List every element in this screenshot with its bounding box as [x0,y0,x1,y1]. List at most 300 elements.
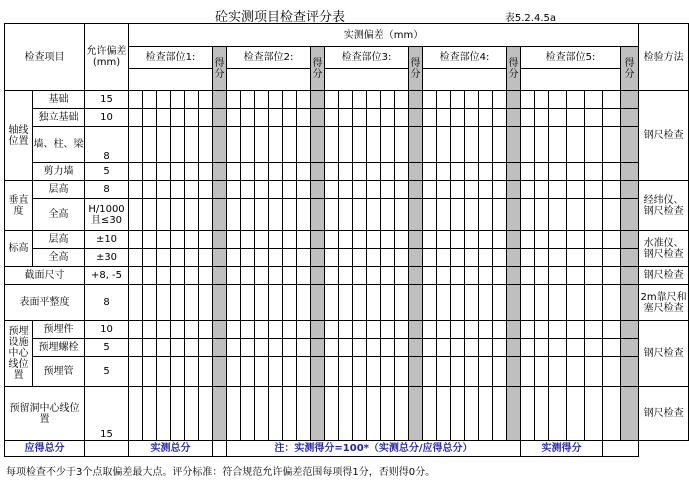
measure-cell[interactable] [437,387,451,441]
measure-cell[interactable] [395,321,409,339]
measure-cell[interactable] [227,163,241,181]
measure-cell[interactable] [423,127,437,163]
measure-cell[interactable] [521,249,535,267]
measure-cell[interactable] [199,387,213,441]
measure-cell[interactable] [465,387,479,441]
measure-cell[interactable] [199,181,213,199]
measure-cell[interactable] [451,181,465,199]
measure-cell[interactable] [297,127,311,163]
measure-cell[interactable] [451,249,465,267]
measure-cell[interactable] [451,199,465,231]
score-cell[interactable] [409,357,423,387]
measure-cell[interactable] [549,127,567,163]
measure-cell[interactable] [227,181,241,199]
measure-cell[interactable] [171,321,185,339]
measure-cell[interactable] [521,285,535,321]
measure-cell[interactable] [143,199,157,231]
measured-total-value[interactable] [213,441,227,457]
measure-cell[interactable] [367,181,381,199]
measure-cell[interactable] [521,339,535,357]
score-cell[interactable] [621,91,639,109]
measure-cell[interactable] [493,357,507,387]
score-cell[interactable] [507,249,521,267]
measure-cell[interactable] [185,357,199,387]
measure-cell[interactable] [269,267,283,285]
score-cell[interactable] [507,199,521,231]
measure-cell[interactable] [521,231,535,249]
measure-cell[interactable] [185,231,199,249]
measure-cell[interactable] [437,231,451,249]
score-cell[interactable] [409,127,423,163]
measure-cell[interactable] [423,267,437,285]
measure-cell[interactable] [367,285,381,321]
measure-cell[interactable] [493,127,507,163]
measure-cell[interactable] [171,285,185,321]
score-cell[interactable] [507,91,521,109]
measure-cell[interactable] [283,249,297,267]
measure-cell[interactable] [157,249,171,267]
score-cell[interactable] [409,109,423,127]
measure-cell[interactable] [185,267,199,285]
measure-cell[interactable] [241,181,255,199]
measure-cell[interactable] [567,91,585,109]
measure-cell[interactable] [381,321,395,339]
measure-cell[interactable] [353,285,367,321]
score-cell[interactable] [409,231,423,249]
measure-cell[interactable] [603,321,621,339]
measure-cell[interactable] [199,163,213,181]
measure-cell[interactable] [171,249,185,267]
score-cell[interactable] [409,267,423,285]
score-cell[interactable] [621,249,639,267]
measure-cell[interactable] [521,91,535,109]
measure-cell[interactable] [535,339,549,357]
measure-cell[interactable] [185,339,199,357]
measure-cell[interactable] [585,127,603,163]
score-cell[interactable] [311,199,325,231]
score-cell[interactable] [213,199,227,231]
measure-cell[interactable] [143,357,157,387]
measure-cell[interactable] [171,199,185,231]
score-cell[interactable] [409,387,423,441]
measure-cell[interactable] [603,267,621,285]
score-cell[interactable] [507,339,521,357]
measure-cell[interactable] [451,321,465,339]
score-cell[interactable] [213,109,227,127]
score-cell[interactable] [213,267,227,285]
score-cell[interactable] [507,127,521,163]
score-cell[interactable] [621,339,639,357]
measure-cell[interactable] [423,387,437,441]
measure-cell[interactable] [395,387,409,441]
measure-cell[interactable] [185,163,199,181]
measure-cell[interactable] [227,127,241,163]
measure-cell[interactable] [129,109,143,127]
measure-cell[interactable] [199,285,213,321]
measure-cell[interactable] [157,387,171,441]
measure-cell[interactable] [171,357,185,387]
measure-cell[interactable] [269,387,283,441]
measure-cell[interactable] [465,339,479,357]
measure-cell[interactable] [255,199,269,231]
measure-cell[interactable] [325,231,339,249]
measure-cell[interactable] [603,199,621,231]
measure-cell[interactable] [479,199,493,231]
measure-cell[interactable] [493,285,507,321]
score-cell[interactable] [621,357,639,387]
measure-cell[interactable] [339,127,353,163]
measure-cell[interactable] [283,163,297,181]
measure-cell[interactable] [437,249,451,267]
measure-cell[interactable] [395,267,409,285]
measure-cell[interactable] [367,127,381,163]
measure-cell[interactable] [171,181,185,199]
score-cell[interactable] [311,285,325,321]
measure-cell[interactable] [283,181,297,199]
measure-cell[interactable] [269,181,283,199]
measure-cell[interactable] [567,387,585,441]
score-cell[interactable] [621,127,639,163]
measure-cell[interactable] [157,231,171,249]
measure-cell[interactable] [283,267,297,285]
measure-cell[interactable] [199,109,213,127]
measure-cell[interactable] [367,231,381,249]
measure-cell[interactable] [255,181,269,199]
measure-cell[interactable] [585,109,603,127]
measure-cell[interactable] [255,231,269,249]
measure-cell[interactable] [241,321,255,339]
measure-cell[interactable] [297,163,311,181]
measure-cell[interactable] [143,285,157,321]
measure-cell[interactable] [367,249,381,267]
measure-cell[interactable] [521,321,535,339]
measure-cell[interactable] [493,231,507,249]
measure-cell[interactable] [185,387,199,441]
score-cell[interactable] [507,109,521,127]
score-cell[interactable] [311,231,325,249]
score-cell[interactable] [621,321,639,339]
measure-cell[interactable] [367,321,381,339]
measure-cell[interactable] [339,91,353,109]
measure-cell[interactable] [395,249,409,267]
measure-cell[interactable] [535,231,549,249]
measure-cell[interactable] [325,127,339,163]
score-cell[interactable] [621,387,639,441]
measure-cell[interactable] [395,199,409,231]
measure-cell[interactable] [241,339,255,357]
measure-cell[interactable] [437,109,451,127]
score-cell[interactable] [311,163,325,181]
measure-cell[interactable] [437,285,451,321]
measure-cell[interactable] [269,249,283,267]
score-cell[interactable] [213,181,227,199]
measure-cell[interactable] [283,321,297,339]
measure-cell[interactable] [423,249,437,267]
score-cell[interactable] [409,339,423,357]
measure-cell[interactable] [241,357,255,387]
score-cell[interactable] [311,357,325,387]
measure-cell[interactable] [585,231,603,249]
measure-cell[interactable] [129,199,143,231]
measure-cell[interactable] [395,339,409,357]
measure-cell[interactable] [535,321,549,339]
measure-cell[interactable] [227,91,241,109]
score-cell[interactable] [213,387,227,441]
measure-cell[interactable] [381,357,395,387]
measure-cell[interactable] [535,181,549,199]
measure-cell[interactable] [479,231,493,249]
measure-cell[interactable] [171,339,185,357]
measure-cell[interactable] [549,163,567,181]
measure-cell[interactable] [129,285,143,321]
score-cell[interactable] [621,199,639,231]
measure-cell[interactable] [325,181,339,199]
measure-cell[interactable] [549,339,567,357]
measure-cell[interactable] [479,357,493,387]
measure-cell[interactable] [269,91,283,109]
score-cell[interactable] [213,339,227,357]
measure-cell[interactable] [493,249,507,267]
measure-cell[interactable] [143,181,157,199]
measure-cell[interactable] [493,91,507,109]
measure-cell[interactable] [567,339,585,357]
measure-cell[interactable] [493,199,507,231]
measure-cell[interactable] [339,321,353,339]
measure-cell[interactable] [171,127,185,163]
measure-cell[interactable] [241,267,255,285]
measure-cell[interactable] [535,249,549,267]
measure-cell[interactable] [129,339,143,357]
measure-cell[interactable] [353,163,367,181]
measure-cell[interactable] [451,357,465,387]
measure-cell[interactable] [227,267,241,285]
measure-cell[interactable] [603,127,621,163]
measure-cell[interactable] [395,163,409,181]
score-cell[interactable] [213,249,227,267]
measure-cell[interactable] [227,249,241,267]
measure-cell[interactable] [367,109,381,127]
measure-cell[interactable] [367,339,381,357]
measure-cell[interactable] [297,231,311,249]
measure-cell[interactable] [423,357,437,387]
measure-cell[interactable] [479,127,493,163]
measure-cell[interactable] [585,267,603,285]
measure-cell[interactable] [603,339,621,357]
measure-cell[interactable] [255,249,269,267]
measure-cell[interactable] [567,181,585,199]
measure-cell[interactable] [567,109,585,127]
measure-cell[interactable] [423,91,437,109]
measure-cell[interactable] [585,285,603,321]
measure-cell[interactable] [227,339,241,357]
measure-cell[interactable] [185,249,199,267]
measure-cell[interactable] [325,285,339,321]
measure-cell[interactable] [157,163,171,181]
measure-cell[interactable] [493,109,507,127]
measure-cell[interactable] [255,387,269,441]
score-cell[interactable] [311,387,325,441]
measure-cell[interactable] [381,91,395,109]
measure-cell[interactable] [465,267,479,285]
measure-cell[interactable] [479,163,493,181]
measure-cell[interactable] [171,231,185,249]
measure-cell[interactable] [585,357,603,387]
measure-cell[interactable] [339,109,353,127]
measure-cell[interactable] [465,163,479,181]
measure-cell[interactable] [381,181,395,199]
measure-cell[interactable] [451,127,465,163]
measure-cell[interactable] [227,109,241,127]
measure-cell[interactable] [283,339,297,357]
measure-cell[interactable] [241,249,255,267]
measure-cell[interactable] [567,199,585,231]
measure-cell[interactable] [465,127,479,163]
measure-cell[interactable] [423,321,437,339]
measure-cell[interactable] [479,285,493,321]
score-cell[interactable] [311,181,325,199]
measure-cell[interactable] [603,181,621,199]
measure-cell[interactable] [451,285,465,321]
measure-cell[interactable] [535,357,549,387]
measure-cell[interactable] [241,91,255,109]
measure-cell[interactable] [185,285,199,321]
measure-cell[interactable] [437,321,451,339]
measure-cell[interactable] [255,339,269,357]
measure-cell[interactable] [567,285,585,321]
measure-cell[interactable] [325,357,339,387]
measure-cell[interactable] [199,249,213,267]
measure-cell[interactable] [423,181,437,199]
measure-cell[interactable] [297,387,311,441]
measure-cell[interactable] [465,109,479,127]
measure-cell[interactable] [241,127,255,163]
measure-cell[interactable] [381,199,395,231]
measure-cell[interactable] [521,109,535,127]
measure-cell[interactable] [585,387,603,441]
measure-cell[interactable] [227,387,241,441]
score-cell[interactable] [409,249,423,267]
measure-cell[interactable] [549,231,567,249]
score-cell[interactable] [311,249,325,267]
measure-cell[interactable] [465,285,479,321]
measure-cell[interactable] [297,181,311,199]
score-cell[interactable] [409,321,423,339]
measure-cell[interactable] [381,231,395,249]
measure-cell[interactable] [381,249,395,267]
measure-cell[interactable] [269,199,283,231]
measure-cell[interactable] [549,249,567,267]
measure-cell[interactable] [227,199,241,231]
score-cell[interactable] [213,91,227,109]
measure-cell[interactable] [521,163,535,181]
measure-cell[interactable] [521,181,535,199]
measure-cell[interactable] [143,163,157,181]
measure-cell[interactable] [199,231,213,249]
measure-cell[interactable] [585,249,603,267]
score-cell[interactable] [409,91,423,109]
measure-cell[interactable] [549,181,567,199]
measure-cell[interactable] [143,231,157,249]
measure-cell[interactable] [567,163,585,181]
measure-cell[interactable] [297,199,311,231]
measure-cell[interactable] [465,357,479,387]
measure-cell[interactable] [353,109,367,127]
measure-cell[interactable] [353,231,367,249]
measure-cell[interactable] [493,321,507,339]
measure-cell[interactable] [423,339,437,357]
measure-cell[interactable] [535,163,549,181]
measure-cell[interactable] [353,267,367,285]
measure-cell[interactable] [535,109,549,127]
measure-cell[interactable] [479,91,493,109]
measure-cell[interactable] [567,127,585,163]
measure-cell[interactable] [603,163,621,181]
measure-cell[interactable] [451,339,465,357]
measure-cell[interactable] [493,387,507,441]
measure-cell[interactable] [339,181,353,199]
measure-cell[interactable] [325,109,339,127]
measure-cell[interactable] [199,357,213,387]
measure-cell[interactable] [395,285,409,321]
measure-cell[interactable] [381,339,395,357]
measure-cell[interactable] [381,127,395,163]
score-cell[interactable] [507,267,521,285]
measure-cell[interactable] [423,199,437,231]
measure-cell[interactable] [129,181,143,199]
measure-cell[interactable] [381,163,395,181]
measure-cell[interactable] [325,267,339,285]
measure-cell[interactable] [395,127,409,163]
measure-cell[interactable] [129,267,143,285]
measure-cell[interactable] [479,339,493,357]
measure-cell[interactable] [255,91,269,109]
measure-cell[interactable] [157,267,171,285]
measure-cell[interactable] [241,163,255,181]
measure-cell[interactable] [157,285,171,321]
measure-cell[interactable] [157,357,171,387]
measure-cell[interactable] [381,285,395,321]
measure-cell[interactable] [549,199,567,231]
measure-cell[interactable] [255,321,269,339]
measure-cell[interactable] [451,231,465,249]
measure-cell[interactable] [535,267,549,285]
measure-cell[interactable] [185,109,199,127]
due-total-value[interactable] [85,441,129,457]
measure-cell[interactable] [255,109,269,127]
measure-cell[interactable] [437,267,451,285]
score-cell[interactable] [311,109,325,127]
measure-cell[interactable] [479,267,493,285]
measure-cell[interactable] [269,339,283,357]
measure-cell[interactable] [283,387,297,441]
score-cell[interactable] [507,163,521,181]
measure-cell[interactable] [129,163,143,181]
measure-cell[interactable] [535,387,549,441]
measure-cell[interactable] [353,321,367,339]
score-cell[interactable] [213,285,227,321]
measure-cell[interactable] [171,387,185,441]
measure-cell[interactable] [603,91,621,109]
measure-cell[interactable] [353,181,367,199]
score-cell[interactable] [213,321,227,339]
score-cell[interactable] [311,339,325,357]
measure-cell[interactable] [241,231,255,249]
measure-cell[interactable] [395,181,409,199]
score-cell[interactable] [311,127,325,163]
score-cell[interactable] [213,231,227,249]
measure-cell[interactable] [423,163,437,181]
measure-cell[interactable] [339,387,353,441]
